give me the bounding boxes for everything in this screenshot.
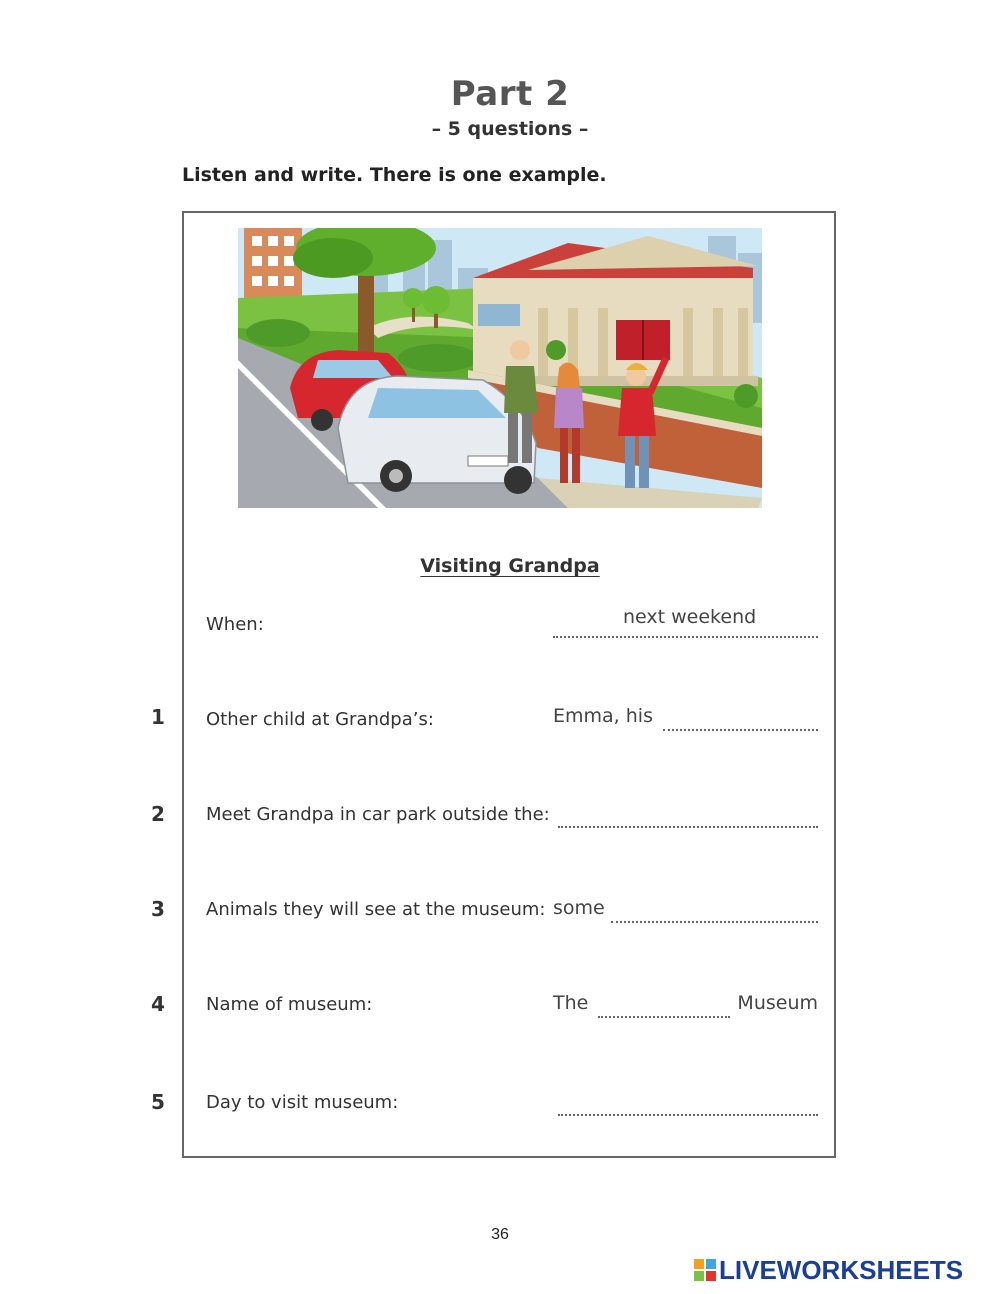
brand-logo[interactable] [694,1256,963,1284]
example-answer-field [553,606,818,642]
question-label: Meet Grandpa in car park outside the: [206,804,550,825]
worksheet-title: Visiting Grandpa [420,555,600,577]
question-number: 5 [151,1090,165,1114]
part-subtitle: – 5 questions – [431,118,589,140]
question-label: Day to visit museum: [206,1092,399,1113]
answer-dotted-line[interactable] [558,826,818,828]
brand-name: LIVEWORKSHEETS [719,1254,964,1285]
answer-field-3[interactable] [553,897,818,927]
instruction-text: Listen and write. There is one example. [182,164,607,186]
question-number: 4 [151,992,165,1016]
part-title: Part 2 [450,74,570,114]
street-museum-illustration [238,228,762,508]
question-row [0,992,1000,1032]
question-label: Other child at Grandpa’s: [206,709,434,730]
answer-suffix: Museum [737,992,818,1014]
question-row [0,897,1000,937]
question-number: 3 [151,897,165,921]
example-label: When: [206,614,264,635]
answer-prefix: some [553,897,605,919]
question-row [0,1090,1000,1130]
answer-field-4[interactable] [553,992,818,1022]
answer-field-1[interactable] [553,705,818,735]
answer-dotted-line [553,636,818,638]
answer-prefix: The [553,992,589,1014]
example-answer-value: next weekend [623,606,757,628]
answer-field-5[interactable] [553,1090,818,1120]
question-number: 1 [151,705,165,729]
question-row [0,802,1000,842]
example-row [0,606,1000,652]
answer-field-2[interactable] [553,802,818,832]
scene-illustration [238,228,762,508]
answer-prefix: Emma, his [553,705,653,727]
question-label: Animals they will see at the museum: [206,899,546,920]
answer-dotted-line[interactable] [611,921,818,923]
liveworksheets-mark-icon [694,1259,716,1281]
answer-dotted-line[interactable] [663,729,818,731]
question-number: 2 [151,802,165,826]
question-label: Name of museum: [206,994,373,1015]
question-row [0,705,1000,745]
answer-dotted-line[interactable] [558,1114,818,1116]
answer-dotted-line[interactable] [598,1016,730,1018]
page-number: 36 [491,1226,509,1243]
